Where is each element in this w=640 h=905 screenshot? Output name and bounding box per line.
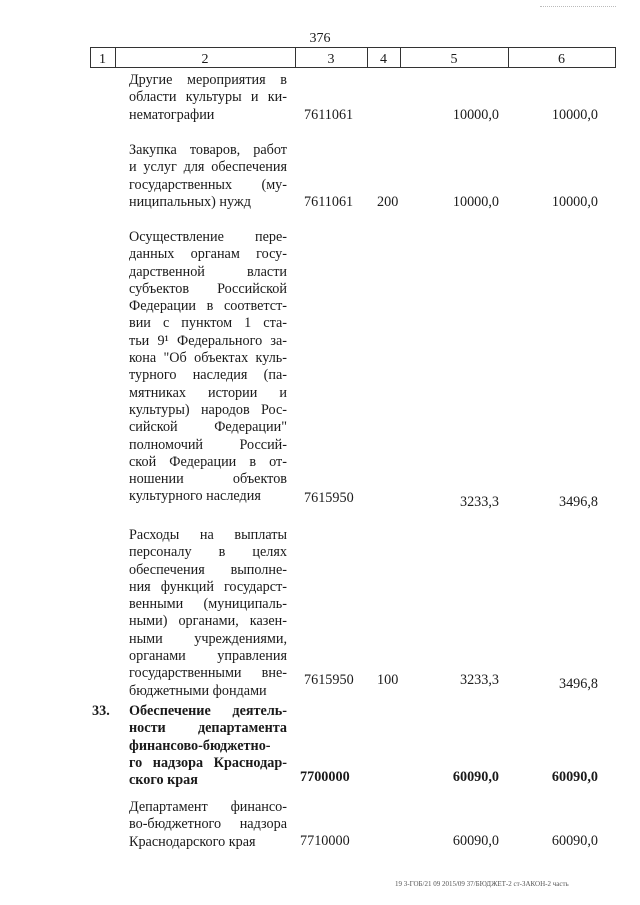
corner-mark	[540, 6, 616, 7]
header-col-4: 4	[380, 52, 387, 67]
target-code: 7700000	[300, 769, 350, 785]
description-line: субъектов Российской	[129, 280, 287, 297]
description-line: сийской Федерации"	[129, 419, 287, 436]
description-line: кона "Об объектах куль-	[129, 350, 287, 367]
row-description	[129, 72, 287, 124]
target-code: 7611061	[304, 107, 354, 123]
description-line: ности департамента	[129, 720, 287, 737]
description-line: обеспечения выполне-	[129, 561, 287, 578]
description-line: бюджетными фондами	[129, 682, 267, 699]
description-line: мятниках истории и	[129, 384, 287, 401]
amount-2015: 60090,0	[452, 769, 499, 785]
description-line: Осуществление пере-	[129, 229, 287, 245]
description-line: во-бюджетного надзора	[129, 816, 287, 833]
description-line: финансово-бюджетно-	[129, 737, 271, 754]
page-number: 376	[309, 31, 331, 46]
description-line: области культуры и ки-	[129, 89, 287, 106]
document-footer: 19 3-ГОБ/21 09 2015/09 37/БЮДЖЕТ-2 ст-ЗАКОН-2 часть	[395, 880, 569, 888]
target-code: 7611061	[304, 194, 354, 210]
amount-2016: 3496,8	[558, 494, 598, 510]
expense-type: 100	[377, 672, 399, 688]
description-line: тьи 9¹ Федерального за-	[129, 332, 287, 349]
description-line: нематографии	[129, 106, 215, 123]
description-line: культуры) народов Рос-	[129, 401, 287, 418]
description-line: ской Федерации в от-	[129, 453, 287, 470]
target-code: 7615950	[304, 490, 354, 506]
description-line: полномочий Россий-	[129, 436, 287, 453]
description-line: ношении объектов	[129, 471, 287, 488]
header-col-3: 3	[327, 52, 335, 67]
description-line: ниципальных) нужд	[129, 193, 251, 210]
description-line: го надзора Краснодар-	[129, 754, 287, 771]
amount-2016: 10000,0	[551, 194, 598, 210]
row-description	[129, 229, 287, 506]
description-line: культурного наследия	[129, 488, 261, 505]
amount-2015: 10000,0	[452, 107, 499, 123]
description-line: Краснодарского края	[129, 833, 256, 850]
description-line: Другие мероприятия в	[129, 72, 287, 88]
description-line: органами управления	[129, 648, 287, 665]
amount-2015: 60090,0	[452, 833, 499, 849]
row-description	[129, 703, 287, 789]
description-line: вии с пунктом 1 ста-	[129, 315, 287, 332]
description-line: Департамент финансо-	[129, 799, 287, 815]
row-description	[129, 142, 287, 211]
description-line: данных органам госу-	[129, 246, 287, 263]
description-line: ными) органами, казен-	[129, 613, 287, 630]
header-top-rule	[90, 47, 616, 48]
description-line: и услуг для обеспечения	[129, 159, 287, 176]
row-description	[129, 799, 287, 851]
amount-2016: 60090,0	[551, 833, 598, 849]
description-line: государственными вне-	[129, 665, 287, 682]
expense-type: 200	[377, 194, 399, 210]
description-line: венными (муниципаль-	[129, 596, 287, 613]
section-number: 33.	[92, 703, 110, 719]
description-line: ского края	[129, 772, 198, 789]
amount-2015: 3233,3	[459, 494, 499, 510]
description-line: государственных (му-	[129, 176, 287, 193]
amount-2016: 10000,0	[551, 107, 598, 123]
description-line: Закупка товаров, работ	[129, 142, 287, 158]
target-code: 7710000	[300, 833, 350, 849]
description-line: Обеспечение деятель-	[129, 703, 287, 719]
amount-2016: 60090,0	[551, 769, 598, 785]
description-line: Федерации в соответст-	[129, 298, 287, 315]
header-col-6: 6	[558, 52, 565, 67]
header-divider	[615, 47, 616, 67]
description-line: ными учреждениями,	[129, 630, 287, 647]
header-col-5: 5	[450, 52, 458, 67]
description-line: дарственной власти	[129, 263, 287, 280]
description-line: Расходы на выплаты	[129, 527, 287, 543]
target-code: 7615950	[304, 672, 354, 688]
amount-2015: 10000,0	[452, 194, 499, 210]
header-col-1: 1	[99, 52, 106, 67]
description-line: персоналу в целях	[129, 544, 287, 561]
row-description	[129, 527, 287, 700]
header-col-2: 2	[201, 52, 209, 67]
amount-2015: 3233,3	[459, 672, 499, 688]
amount-2016: 3496,8	[558, 676, 598, 692]
description-line: турного наследия (па-	[129, 367, 287, 384]
description-line: ния функций государст-	[129, 578, 287, 595]
